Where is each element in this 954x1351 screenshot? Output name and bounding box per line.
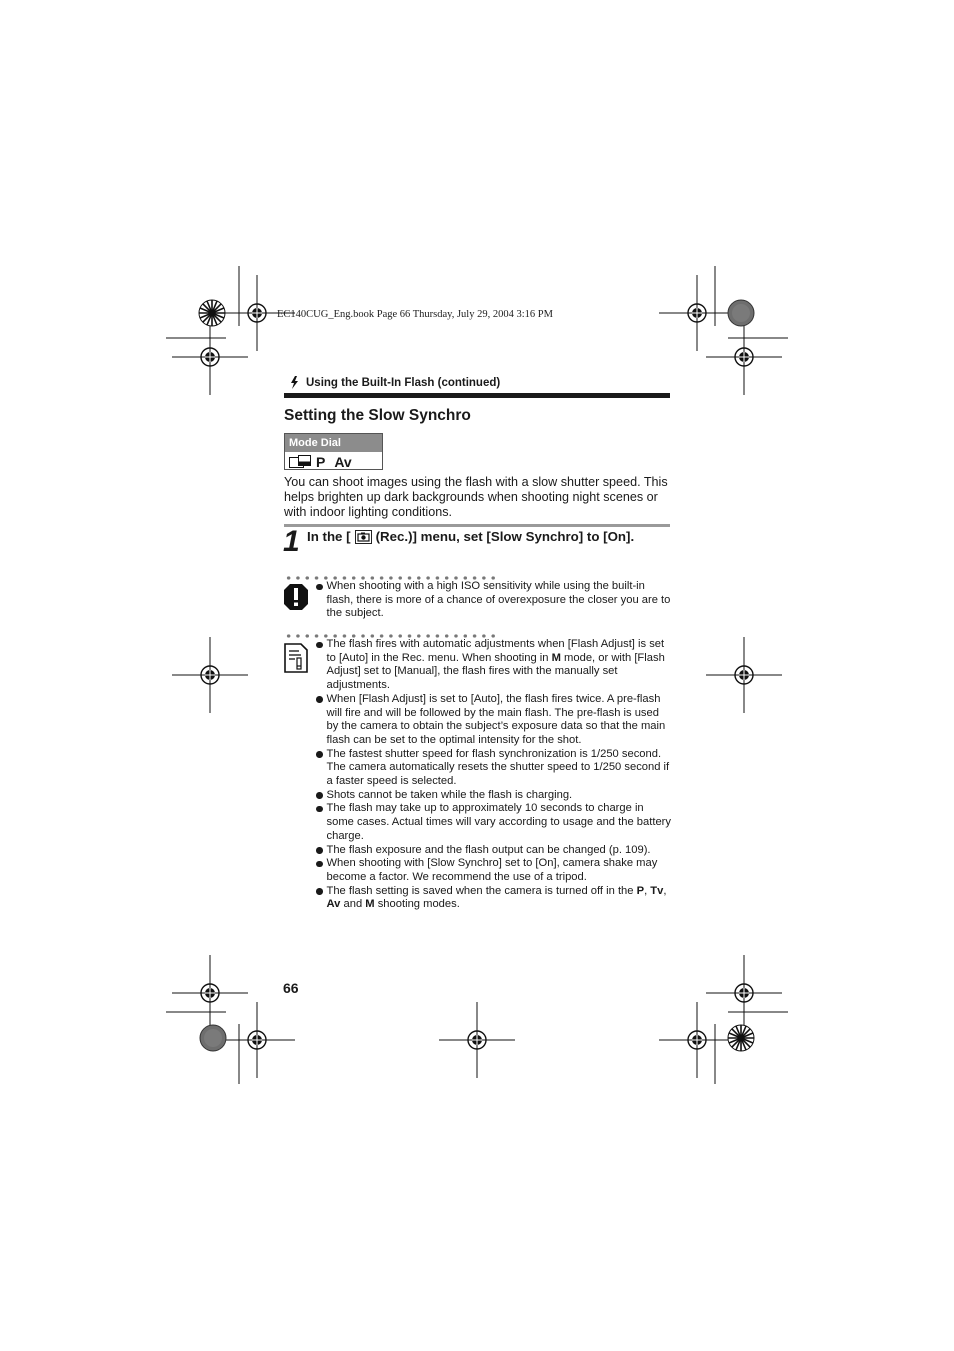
list-item: The flash setting is saved when the camera is turned off in the P, Tv, Av and M shooting modes. xyxy=(316,885,672,912)
manual-mode-icon xyxy=(289,455,311,468)
file-info: EC140CUG_Eng.book Page 66 Thursday, July 29, 2004 3:16 PM xyxy=(277,309,553,320)
notes-list xyxy=(316,638,672,912)
list-item: Shots cannot be taken while the flash is charging. xyxy=(316,789,672,803)
caution-list xyxy=(316,580,672,621)
caution-icon xyxy=(284,584,308,610)
running-head-label: Using the Built-In Flash (continued) xyxy=(306,376,501,389)
step-number: 1 xyxy=(283,525,300,558)
list-item: The fastest shutter speed for flash synchronization is 1/250 second. The camera automatically resets the shutter speed to 1/250 second if a faster speed is selected. xyxy=(316,748,672,789)
step-rule xyxy=(284,524,670,527)
mode-av: Av xyxy=(334,453,352,470)
page-number: 66 xyxy=(283,980,299,996)
step-instruction xyxy=(307,529,634,544)
running-head xyxy=(290,376,500,389)
memo-icon xyxy=(284,643,308,673)
header-rule xyxy=(284,393,670,398)
list-item: When shooting with a high ISO sensitivity while using the built-in flash, there is more of a chance of overexposure the closer you are to the subject. xyxy=(316,580,672,621)
list-item: When [Flash Adjust] is set to [Auto], the flash fires twice. A pre-flash will fire and will be followed by the main flash. The pre-flash is used by the camera to obtain the subject’s exposure data so that the main flash can be set to the optimal intensity for the shot. xyxy=(316,693,672,748)
camera-icon xyxy=(355,530,372,544)
list-item: The flash may take up to approximately 10 seconds to charge in some cases. Actual times will vary according to usage and the battery charge. xyxy=(316,802,672,843)
mode-dial-label: Mode Dial xyxy=(285,434,382,452)
list-item: The flash fires with automatic adjustments when [Flash Adjust] is set to [Auto] in the Rec. menu. When shooting in M mode, or with [Flash Adjust] set to [Manual], the flash fires with the manually set adjustments. xyxy=(316,638,672,693)
section-title: Setting the Slow Synchro xyxy=(284,407,471,424)
list-item: The flash exposure and the flash output can be changed (p. 109). xyxy=(316,844,672,858)
list-item: When shooting with [Slow Synchro] set to [On], camera shake may become a factor. We recommend the use of a tripod. xyxy=(316,857,672,884)
mode-p: P xyxy=(316,453,326,470)
flash-icon xyxy=(290,376,299,389)
intro-paragraph: You can shoot images using the flash with a slow shutter speed. This helps brighten up dark backgrounds when shooting night scenes or with indoor lighting conditions. xyxy=(284,475,668,519)
step-suffix: (Rec.)] menu, set [Slow Synchro] to [On]. xyxy=(375,529,635,544)
mode-dial-box xyxy=(284,433,383,470)
mode-dial-modes xyxy=(285,452,382,471)
step-prefix: In the [ xyxy=(307,529,351,544)
